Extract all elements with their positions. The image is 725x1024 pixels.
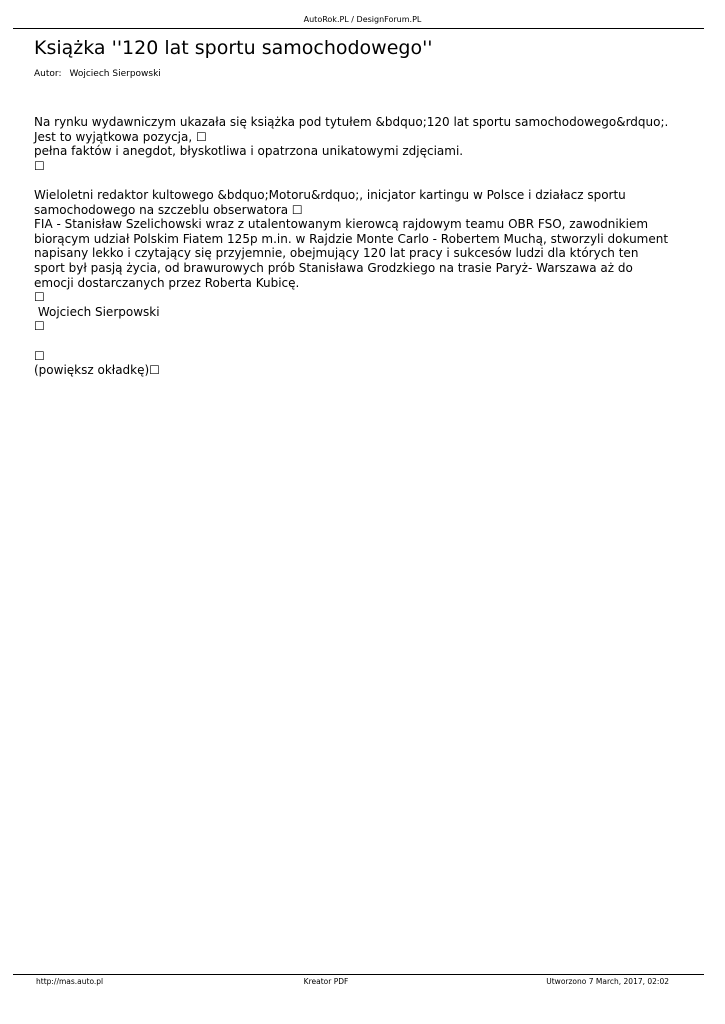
body-line: ☐ [34,290,45,305]
author-line [34,68,161,80]
article-body [34,115,689,378]
footer-divider [13,974,704,975]
body-line: pełna faktów i anegdot, błyskotliwa i opatrzona unikatowymi zdjęciami. [34,144,464,159]
article-title: Książka ''120 lat sportu samochodowego'' [34,37,433,59]
body-line: Jest to wyjątkowa pozycja, ☐ [34,129,207,144]
body-line: biorącym udział Polskim Fiatem 125p m.in. w Rajdzie Monte Carlo - Robertem Muchą, stworzyli dokument [34,231,669,246]
body-line: napisany lekko i czytający się przyjemnie, obejmujący 120 lat pracy i sukcesów ludzi dla których ten [34,246,639,261]
footer-generator: Kreator PDF [303,977,349,986]
signature-line: Wojciech Sierpowski [34,304,160,319]
header-divider [13,28,704,29]
body-line: FIA - Stanisław Szelichowski wraz z utalentowanym kierowcą rajdowym teamu OBR FSO, zawodnikiem [34,217,649,232]
body-line: ☐ [34,158,45,173]
paragraph-spacer [34,334,689,349]
body-line: sport był pasją życia, od brawurowych prób Stanisława Grodzkiego na trasie Paryż- Warszawa aż do [34,260,633,275]
body-line: emocji dostarczanych przez Roberta Kubicę. [34,275,300,290]
body-line: samochodowego na szczeblu obserwatora ☐ [34,202,303,217]
footer-created-date: Utworzono 7 March, 2017, 02:02 [546,977,669,986]
page-header-site: AutoRok.PL / DesignForum.PL [303,15,422,24]
footer-url: http://mas.auto.pl [36,977,104,986]
enlarge-cover-link[interactable]: (powiększ okładkę)☐ [34,363,160,378]
body-line: Wieloletni redaktor kultowego &bdquo;Motoru&rdquo;, inicjator kartingu w Polsce i działacz sportu [34,187,626,202]
body-line: ☐ [34,348,45,363]
author-name: Wojciech Sierpowski [69,69,161,79]
author-label: Autor: [34,69,62,79]
body-line: ☐ [34,319,45,334]
body-line: Na rynku wydawniczym ukazała się książka pod tytułem &bdquo;120 lat sportu samochodowego&rdquo;. [34,115,669,129]
paragraph-spacer [34,173,689,188]
